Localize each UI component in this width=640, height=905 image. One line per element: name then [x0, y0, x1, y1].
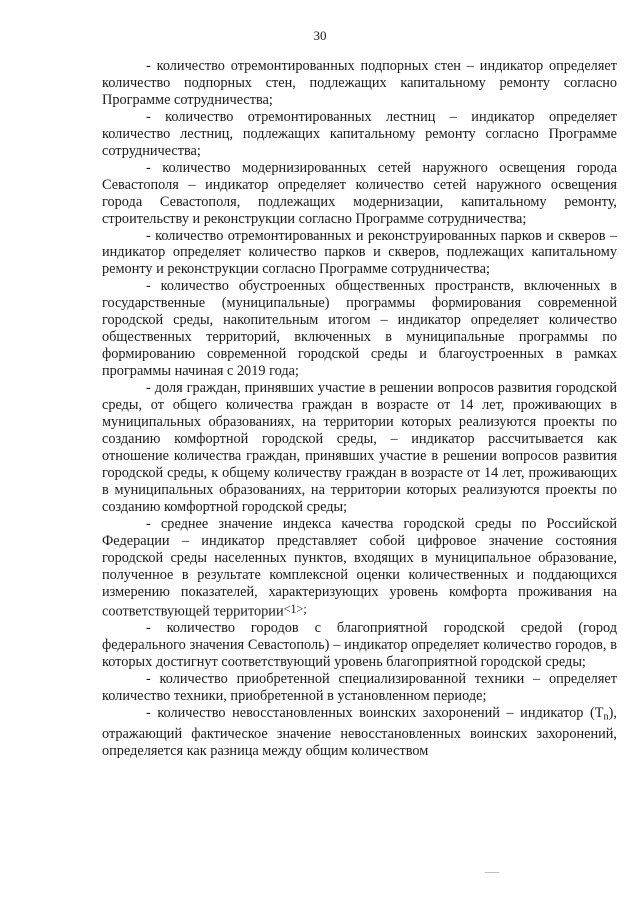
paragraph: - количество отремонтированных подпорных стен – индикатор определяет количество подпорных стен, подлежащих капитальному ремонту согласно Программе сотрудничества; [102, 58, 617, 108]
paragraph [102, 705, 617, 760]
document-body [102, 58, 617, 760]
paragraph-text: - среднее значение индекса качества городской среды по Российской Федерации – индикатор представляет собой цифровое значение состояния городской среды населенных пунктов, входящих в муниципальное образование, полученное в результате комплексной оценки количественных и поддающихся измерению показателей, характеризующих уровень комфорта проживания на соответствующей территории [102, 515, 617, 619]
paragraph: - количество отремонтированных и реконструированных парков и скверов – индикатор определяет количество парков и скверов, подлежащих капитальному ремонту и реконструкции согласно Программе сотрудничества; [102, 227, 617, 278]
paragraph: - количество городов с благоприятной городской средой (город федерального значения Севастополь) – индикатор определяет количество городов, в которых достигнут соответствующий уровень благоприятной городской среды; [102, 619, 617, 670]
paragraph: - доля граждан, принявших участие в решении вопросов развития городской среды, от общего количества граждан в возрасте от 14 лет, проживающих в муниципальных образованиях, на территории которых реализуются проекты по созданию комфортной городской среды, – индикатор рассчитывается как отношение количества граждан, принявших участие в решении вопросов развития городской среды, к общему количеству граждан в возрасте от 14 лет, проживающих в муниципальных образованиях, на территории которых реализуются проекты по созданию комфортной городской среды; [102, 380, 617, 515]
paragraph-text: ), отражающий фактическое значение невосстановленных воинских захоронений, определяется как разница между общим количеством [102, 704, 617, 760]
subscript: n [603, 711, 609, 723]
paragraph: - количество приобретенной специализированной техники – определяет количество техники, приобретенной в установленном периоде; [102, 670, 617, 704]
paragraph: - количество обустроенных общественных пространств, включенных в государственные (муниципальные) программы формирования современной городской среды, накопительным итогом – индикатор определяет количество общественных территорий, включенных в муниципальные программы по формированию современной городской среды и благоустроенных в рамках программы начиная с 2019 года; [102, 278, 617, 380]
paragraph-text: - количество невосстановленных воинских захоронений – индикатор (Т [146, 704, 604, 721]
page-number: 30 [313, 28, 327, 43]
footnote-reference: <1>; [283, 601, 307, 616]
paragraph [102, 516, 617, 620]
paragraph: - количество отремонтированных лестниц – индикатор определяет количество лестниц, подлежащих капитальному ремонту согласно Программе сотрудничества; [102, 108, 617, 159]
paragraph: - количество модернизированных сетей наружного освещения города Севастополя – индикатор определяет количество сетей наружного освещения города Севастополя, подлежащих модернизации, капитальному ремонту, строительству и реконструкции согласно Программе сотрудничества; [102, 159, 617, 227]
scan-mark [485, 872, 499, 873]
